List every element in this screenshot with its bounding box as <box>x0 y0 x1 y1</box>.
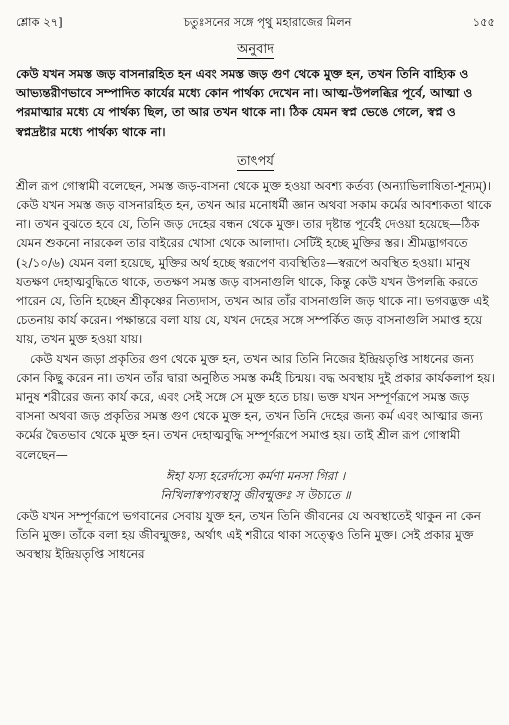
purport-heading: তাৎপর্য <box>237 153 274 169</box>
purport-paragraph-2: কেউ যখন জড়া প্রকৃতির গুণ থেকে মুক্ত হন, তখন আর তিনি নিজের ইন্দ্রিয়তৃপ্তি সাধনের জন্য কোন কিছু করেন না। তখন তাঁর দ্বারা অনুষ্ঠিত সমস্ত কর্মই চিন্ময়। বদ্ধ অবস্থায় দুই প্রকার কার্যকলাপ হয়। মানুষ শরীরের জন্য কার্য করে, এবং সেই সঙ্গে সে মুক্ত হতে চায়। ভক্ত যখন সম্পূর্ণরূপে সমস্ত জড় বাসনা অথবা জড় প্রকৃতির সমস্ত গুণ থেকে মুক্ত হন, তখন তিনি দেহের জন্য কর্ম এবং আত্মার জন্য কর্মের দ্বৈতভাব থেকে মুক্ত হন। তখন দেহাত্মবুদ্ধি সম্পূর্ণরূপে সমাপ্ত হয়। তাই শ্রীল রূপ গোস্বামী বলেছেন— <box>16 351 495 462</box>
verse-line-2: নিখিলাস্বপ্যবস্থাসু জীবন্মুক্তঃ স উচ্যতে ॥ <box>160 487 351 502</box>
translation-heading: অনুবাদ <box>237 42 274 57</box>
purport-paragraph-1: শ্রীল রূপ গোস্বামী বলেছেন, সমস্ত জড়-বাসনা থেকে মুক্ত হওয়া অবশ্য কর্তব্য (অন্যাভিলাষিতা-শূন্যম্)। কেউ যখন সমস্ত জড় বাসনারহিত হন, তখন আর মনোধর্মী জ্ঞান অথবা সকাম কর্মের আবশ্যকতা থাকে না। তখন বুঝতে হবে যে, তিনি জড় দেহের বন্ধন থেকে মুক্ত। তার দৃষ্টান্ত পূর্বেই দেওয়া হয়েছে—ঠিক যেমন শুকনো নারকেল তার বাইরের খোসা থেকে আলাদা। সেটিই হচ্ছে মুক্তির স্তর। শ্রীমদ্ভাগবতে (২/১০/৬) যেমন বলা হয়েছে, মুক্তির অর্থ হচ্ছে স্বরূপেণ ব্যবস্থিতিঃ—স্বরূপে অবস্থিত হওয়া। মানুষ যতক্ষণ দেহাত্মবুদ্ধিতে থাকে, ততক্ষণ সমস্ত জড় বাসনাগুলি থাকে, কিন্তু কেউ যখন উপলব্ধি করতে পারেন যে, তিনি হচ্ছেন শ্রীকৃষ্ণের নিত্যদাস, তখন আর তাঁর বাসনাগুলি জড় থাকে না। ভগবদ্ভক্ত এই চেতনায় কার্য করেন। পক্ষান্তরে বলা যায় যে, যখন দেহের সঙ্গে সম্পর্কিত জড় বাসনাগুলি সমাপ্ত হয়ে যায়, তখন মুক্ত হওয়া যায়। <box>16 178 492 347</box>
translation-text: কেউ যখন সমস্ত জড় বাসনারহিত হন এবং সমস্ত জড় গুণ থেকে মুক্ত হন, তখন তিনি বাহ্যিক ও আভ্যন্তরীণভাবে সম্পাদিত কার্যের মধ্যে কোন পার্থক্য দেখেন না। আত্ম-উপলব্ধির পূর্বে, আত্মা ও পরমাত্মার মধ্যে যে পার্থক্য ছিল, তা আর তখন থাকে না। ঠিক যেমন স্বপ্ন ভেঙে গেলে, স্বপ্ন ও স্বপ্নদ্রষ্টার মধ্যে পার্থক্য থাকে না। <box>16 67 473 139</box>
sanskrit-verse <box>16 467 495 505</box>
verse-reference: শ্লোক ২৭] <box>16 15 63 29</box>
chapter-title: চতুঃসনের সঙ্গে পৃথু মহারাজের মিলন <box>183 15 352 29</box>
verse-line-1: ঈহা যস্য হরের্দাস্যে কর্মণা মনসা গিরা । <box>165 468 346 483</box>
purport-paragraph-3: কেউ যখন সম্পূর্ণরূপে ভগবানের সেবায় যুক্ত হন, তখন তিনি জীবনের যে অবস্থাতেই থাকুন না কেন তিনি মুক্ত। তাঁকে বলা হয় জীবন্মুক্তঃ, অর্থাৎ এই শরীরে থাকা সত্ত্বেও তিনি মুক্ত। সেই প্রকার মুক্ত অবস্থায় ইন্দ্রিয়তৃপ্তি সাধনের <box>16 508 481 562</box>
page-number: ১৫৫ <box>472 15 495 29</box>
running-header <box>16 14 495 30</box>
